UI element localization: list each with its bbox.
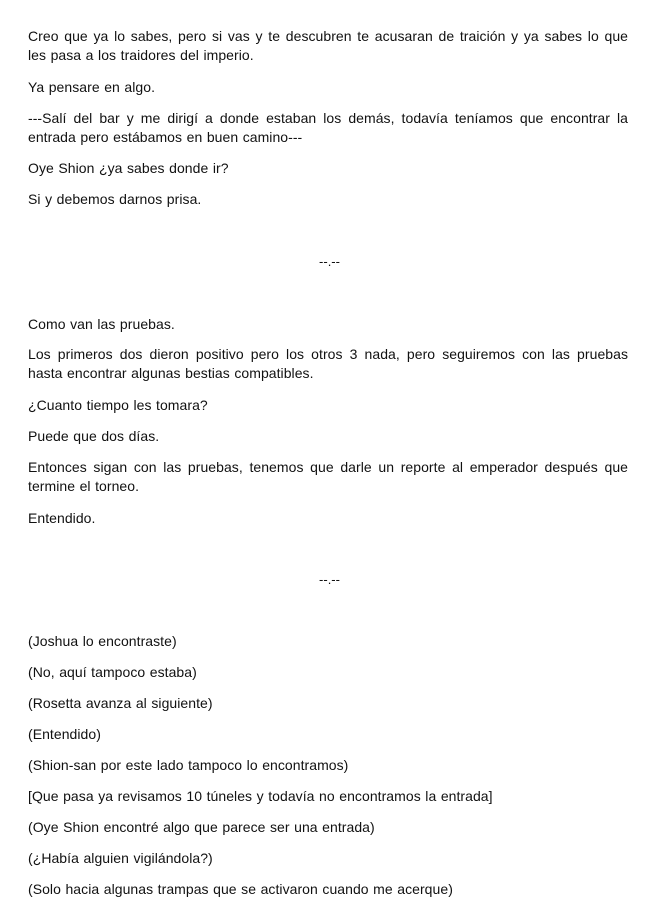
section-separator: --.-- [319, 572, 340, 587]
paragraph: Puede que dos días. [28, 428, 160, 444]
paragraph: Los primeros dos dieron positivo pero los otros 3 nada, pero seguiremos con las pruebas hasta encontrar algunas bestias compatibles. [28, 346, 628, 381]
paragraph: (Oye Shion encontré algo que parece ser una entrada) [28, 819, 375, 835]
paragraph: (Solo hacia algunas trampas que se activaron cuando me acerque) [28, 881, 453, 897]
paragraph: Ya pensare en algo. [28, 79, 156, 95]
section-separator: --.-- [319, 254, 340, 269]
paragraph: (Rosetta avanza al siguiente) [28, 695, 213, 711]
paragraph: [Que pasa ya revisamos 10 túneles y todavía no encontramos la entrada] [28, 788, 493, 804]
paragraph: (No, aquí tampoco estaba) [28, 664, 197, 680]
paragraph: Entendido. [28, 510, 96, 526]
paragraph: Entonces sigan con las pruebas, tenemos que darle un reporte al emperador después que termine el torneo. [28, 459, 628, 494]
paragraph: Oye Shion ¿ya sabes donde ir? [28, 160, 229, 176]
paragraph: (Entendido) [28, 726, 101, 742]
paragraph: Creo que ya lo sabes, pero si vas y te descubren te acusaran de traición y ya sabes lo que les pasa a los traidores del imperio. [28, 28, 628, 63]
paragraph: (¿Había alguien vigilándola?) [28, 850, 213, 866]
paragraph: Si y debemos darnos prisa. [28, 191, 202, 207]
paragraph: ---Salí del bar y me dirigí a donde estaban los demás, todavía teníamos que encontrar la entrada pero estábamos en buen camino--- [28, 110, 628, 145]
paragraph: ¿Cuanto tiempo les tomara? [28, 397, 208, 413]
paragraph: (Shion-san por este lado tampoco lo encontramos) [28, 757, 349, 773]
paragraph: (Joshua lo encontraste) [28, 633, 177, 649]
paragraph: Como van las pruebas. [28, 316, 175, 332]
